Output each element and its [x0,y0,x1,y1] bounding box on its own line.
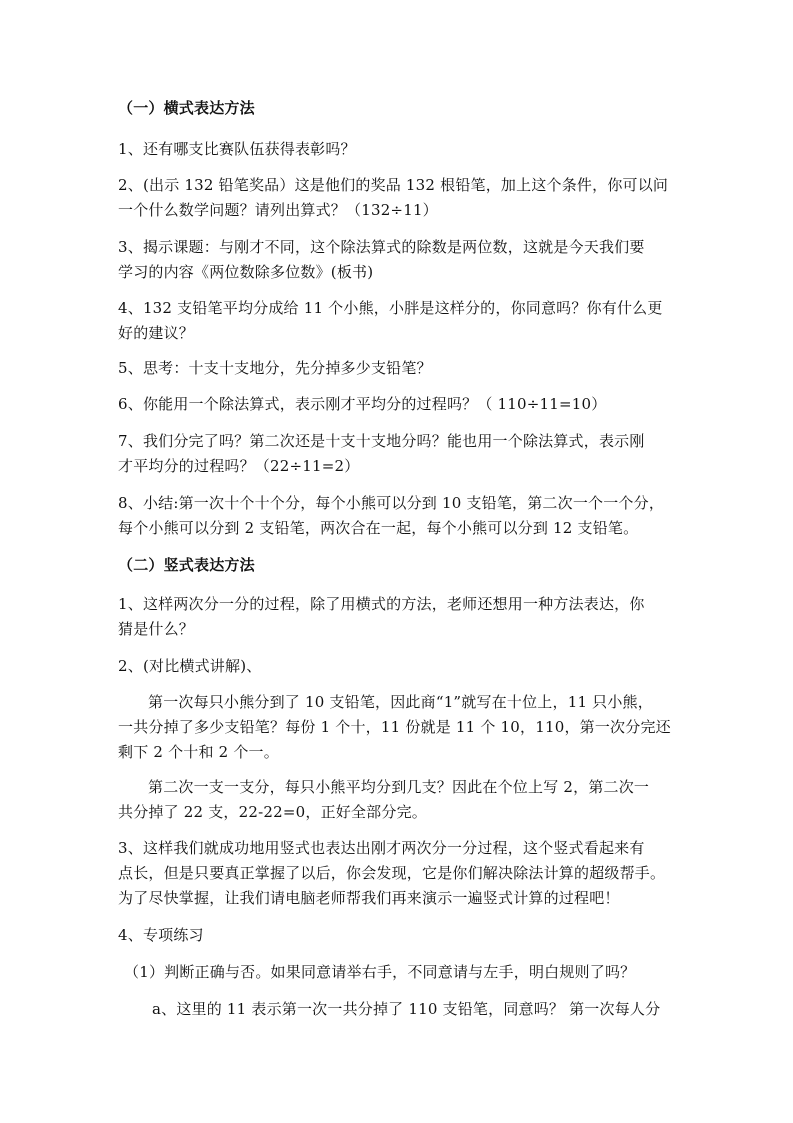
section2-item-1-line-2: 猜是什么？ [118,620,195,638]
question-6: 6、你能用一个除法算式，表示刚才平均分的过程吗？（ 110÷11=10） [118,395,607,413]
question-3-line-1: 3、揭示课题：与刚才不同，这个除法算式的除数是两位数，这就是今天我们要 [118,238,645,256]
section2-item-3-line-2: 点长，但是只要真正掌握了以后，你会发现，它是你们解决除法计算的超级帮手。 [118,864,666,882]
question-4-line-1: 4、132 支铅笔平均分成给 11 个小熊，小胖是这样分的，你同意吗？你有什么更 [118,299,663,317]
question-5: 5、思考：十支十支地分，先分掉多少支铅笔？ [118,359,432,377]
section2-item-1-line-1: 1、这样两次分一分的过程，除了用横式的方法，老师还想用一种方法表达，你 [118,595,645,613]
paragraph-2-line-2: 共分掉了 22 支，22-22=0，正好全部分完。 [118,803,427,821]
question-1: 1、还有哪支比赛队伍获得表彰吗？ [118,140,356,158]
question-4-line-2: 好的建议？ [118,324,195,342]
section2-item-3-line-3: 为了尽快掌握，让我们请电脑老师帮我们再来演示一遍竖式计算的过程吧！ [118,889,620,907]
question-2-line-2: 一个什么数学问题？请列出算式？（132÷11） [118,201,438,219]
section2-item-2: 2、(对比横式讲解)、 [118,657,262,675]
summary-line-1: 8、小结:第一次十个十个分，每个小熊可以分到 10 支铅笔，第二次一个一个分， [118,494,665,512]
paragraph-1-line-3: 剩下 2 个十和 2 个一。 [118,743,279,761]
question-7-line-2: 才平均分的过程吗？（22÷11=2） [118,457,360,475]
paragraph-1-line-1: 第一次每只小熊分到了 10 支铅笔，因此商“1”就写在十位上，11 只小熊， [148,693,653,711]
section2-item-3-line-1: 3、这样我们就成功地用竖式也表达出刚才两次分一分过程，这个竖式看起来有 [118,839,645,857]
question-7-line-1: 7、我们分完了吗？第二次还是十支十支地分吗？能也用一个除法算式，表示刚 [118,432,645,450]
paragraph-2-line-1: 第二次一支一支分，每只小熊平均分到几支？因此在个位上写 2，第二次一 [148,778,650,796]
exercise-1: （1）判断正确与否。如果同意请举右手，不同意请与左手，明白规则了吗？ [124,963,636,981]
paragraph-1-line-2: 一共分掉了多少支铅笔？每份 1 个十，11 份就是 11 个 10，110，第一次分完还 [118,718,671,736]
question-3-line-2: 学习的内容《两位数除多位数》(板书) [118,263,374,281]
exercise-1-item-a: a、这里的 11 表示第一次一共分掉了 110 支铅笔，同意吗？ 第一次每人分 [152,1000,661,1018]
section2-item-4: 4、专项练习 [118,926,204,944]
section-heading-vertical: （二）竖式表达方法 [118,556,255,574]
section-heading-horizontal: （一）横式表达方法 [118,99,255,117]
summary-line-2: 每个小熊可以分到 2 支铅笔，两次合在一起，每个小熊可以分到 12 支铅笔。 [118,519,639,537]
question-2-line-1: 2、(出示 132 铅笔奖品）这是他们的奖品 132 根铅笔，加上这个条件，你可以问 [118,176,669,194]
